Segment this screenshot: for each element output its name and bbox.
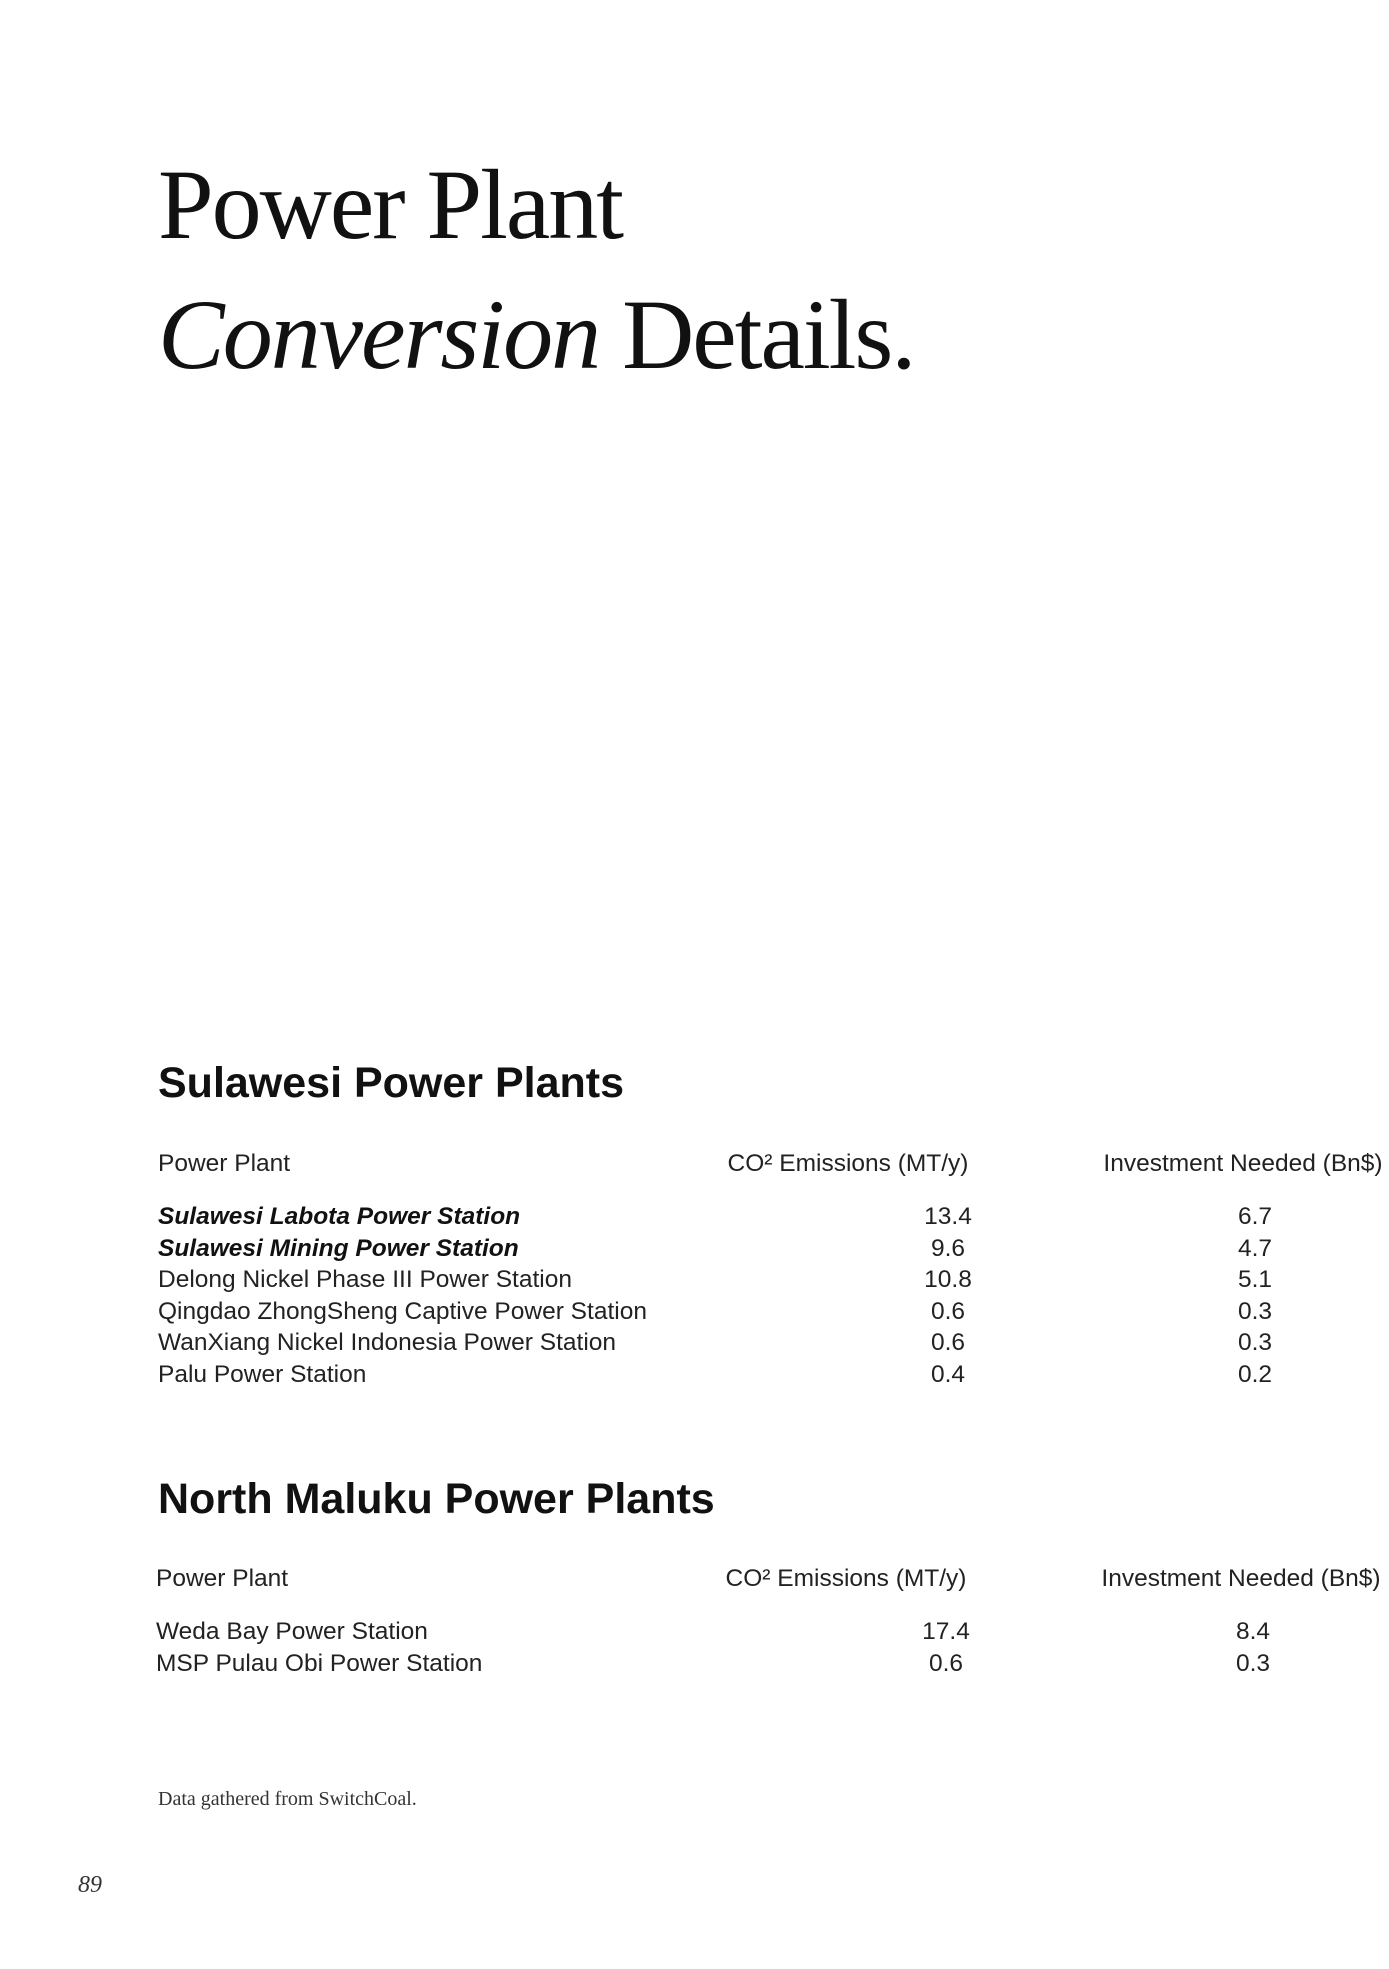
investment-value: 0.3 <box>1237 1329 1273 1356</box>
column-header-investment: Investment Needed (Bn$) <box>1101 1565 1381 1592</box>
co2-value: 0.6 <box>930 1329 966 1356</box>
page-title <box>158 140 914 400</box>
table-row <box>158 1233 1273 1265</box>
page-number: 89 <box>78 1872 102 1898</box>
co2-value: 0.6 <box>928 1649 964 1677</box>
plant-name: WanXiang Nickel Indonesia Power Station <box>158 1329 617 1356</box>
co2-value: 13.4 <box>924 1203 972 1230</box>
table-row <box>158 1359 1273 1391</box>
column-header-investment: Investment Needed (Bn$) <box>1103 1150 1383 1177</box>
plant-name: Qingdao ZhongSheng Captive Power Station <box>158 1297 647 1325</box>
investment-value: 8.4 <box>1235 1618 1271 1645</box>
page-title-italic-word: Conversion <box>158 279 600 390</box>
co2-value: 0.4 <box>930 1360 966 1388</box>
co2-value: 0.6 <box>930 1297 966 1325</box>
plant-name: MSP Pulau Obi Power Station <box>156 1649 483 1677</box>
column-header-co2: CO² Emissions (MT/y) <box>725 1565 967 1592</box>
co2-value: 10.8 <box>924 1266 972 1293</box>
table-row <box>156 1648 1271 1680</box>
table-header <box>156 1562 1381 1596</box>
table-row <box>158 1327 1273 1359</box>
table-row <box>158 1296 1273 1328</box>
co2-value: 9.6 <box>930 1234 966 1262</box>
investment-value: 0.2 <box>1237 1360 1273 1388</box>
co2-value: 17.4 <box>922 1618 970 1645</box>
plant-name: Delong Nickel Phase III Power Station <box>158 1266 572 1293</box>
page-title-line-1: Power Plant <box>158 149 623 260</box>
column-header-plant: Power Plant <box>158 1150 291 1177</box>
investment-value: 4.7 <box>1237 1234 1273 1262</box>
investment-value: 5.1 <box>1237 1266 1273 1293</box>
sulawesi-table <box>158 1147 1383 1390</box>
plant-name: Palu Power Station <box>158 1360 367 1388</box>
north-maluku-table <box>156 1562 1381 1679</box>
table-row <box>156 1616 1271 1648</box>
plant-name: Sulawesi Labota Power Station <box>158 1203 521 1230</box>
column-header-co2: CO² Emissions (MT/y) <box>727 1150 969 1177</box>
page-title-rest: Details. <box>599 279 915 390</box>
source-note: Data gathered from SwitchCoal. <box>158 1788 417 1810</box>
north-maluku-heading: North Maluku Power Plants <box>158 1475 715 1523</box>
plant-name: Sulawesi Mining Power Station <box>158 1234 519 1262</box>
plant-name: Weda Bay Power Station <box>156 1618 428 1645</box>
investment-value: 6.7 <box>1237 1203 1273 1230</box>
sulawesi-heading: Sulawesi Power Plants <box>158 1059 625 1107</box>
column-header-plant: Power Plant <box>156 1565 289 1592</box>
table-row <box>158 1264 1273 1296</box>
table-row <box>158 1201 1273 1233</box>
page-title-line-2 <box>158 270 914 400</box>
table-header <box>158 1147 1383 1181</box>
investment-value: 0.3 <box>1235 1649 1271 1677</box>
investment-value: 0.3 <box>1237 1297 1273 1325</box>
